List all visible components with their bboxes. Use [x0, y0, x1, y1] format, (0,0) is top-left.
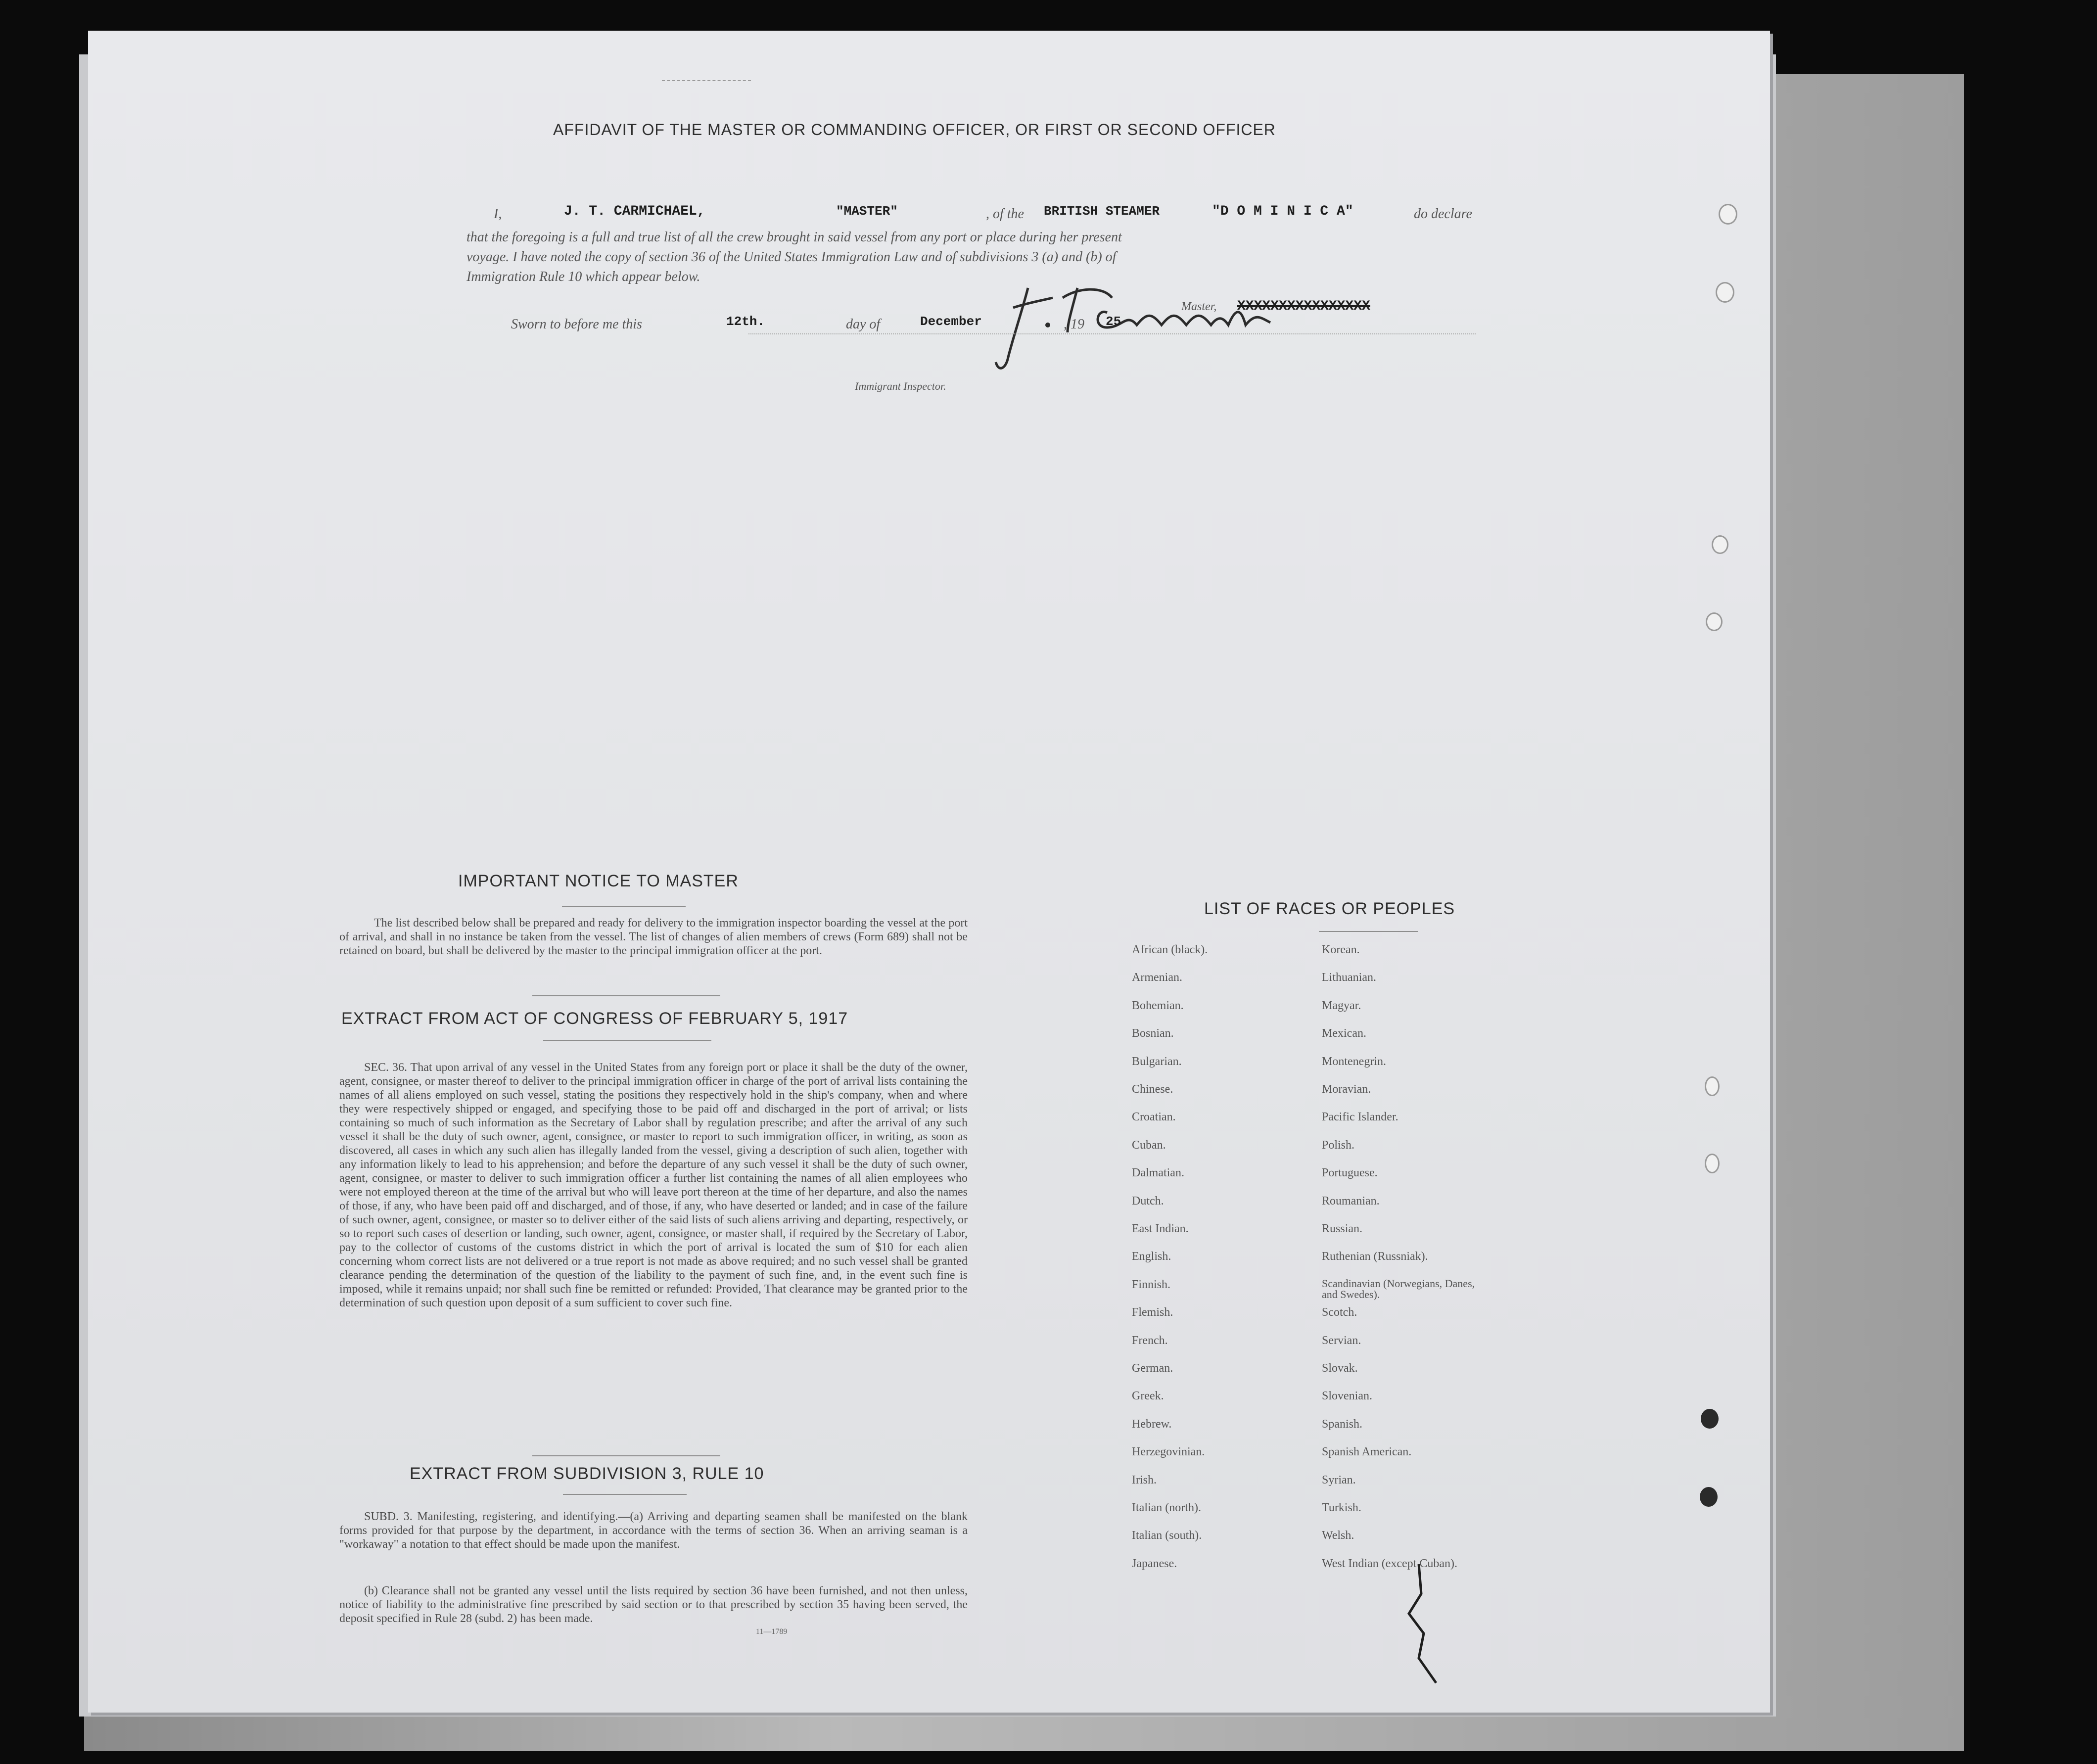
act-rule-top: [532, 995, 720, 996]
notice-text: The list described below shall be prepared and ready for delivery to the immigration inspector boarding the vessel at the port of arrival, and shall in no instance be taken from the vessel. The list of changes of alien members of crews (Form 689) shall not be retained on board, but shall be delivered by the master to the principal immigration officer at the port.: [339, 917, 968, 957]
race-item-left: Chinese.: [1132, 1083, 1173, 1096]
race-item-left: Hebrew.: [1132, 1417, 1172, 1431]
master-name: J. T. CARMICHAEL,: [564, 204, 705, 219]
of-the-text: , of the: [986, 206, 1024, 222]
race-item-right: Mexican.: [1322, 1027, 1366, 1040]
punch-hole: [1700, 1487, 1718, 1507]
rule-title: EXTRACT FROM SUBDIVISION 3, RULE 10: [410, 1464, 764, 1483]
handwritten-mark: [1399, 1564, 1444, 1693]
master-label: Master,: [1181, 300, 1217, 313]
race-item-right: Welsh.: [1322, 1529, 1354, 1542]
race-item-right: Lithuanian.: [1322, 971, 1376, 984]
master-signature: [993, 278, 1369, 377]
race-item-right: Roumanian.: [1322, 1194, 1380, 1207]
rule-para-b: (b) Clearance shall not be granted any vessel until the lists required by section 36 have been furnished, and not then unless, notice of liability to the administrative fine prescribed by said section or to that prescribed by section 35 having been served, the deposit specified in Rule 28 (subd. 2) has been made.: [339, 1584, 968, 1625]
race-item-right: Korean.: [1322, 943, 1360, 956]
race-item-left: African (black).: [1132, 943, 1208, 956]
race-item-left: Irish.: [1132, 1473, 1157, 1486]
race-item-left: Dutch.: [1132, 1194, 1164, 1207]
punch-hole: [1705, 1076, 1720, 1096]
race-item-right: Ruthenian (Russniak).: [1322, 1250, 1428, 1263]
race-item-right: Portuguese.: [1322, 1166, 1378, 1180]
master-rank: "MASTER": [836, 204, 898, 219]
race-item-left: Croatian.: [1132, 1111, 1176, 1124]
sworn-label: Sworn to before me this: [511, 317, 642, 332]
affidavit-line-2: that the foregoing is a full and true list of all the crew brought in said vessel from any port or place during her present: [466, 230, 1122, 245]
race-item-left: Cuban.: [1132, 1138, 1166, 1152]
manifest-page: [88, 31, 1770, 1713]
race-item-right: Scotch.: [1322, 1306, 1357, 1319]
sworn-month: December: [920, 314, 982, 329]
race-item-left: German.: [1132, 1362, 1173, 1375]
race-item-left: French.: [1132, 1334, 1168, 1347]
race-item-right: Servian.: [1322, 1334, 1361, 1347]
race-item-left: East Indian.: [1132, 1222, 1189, 1235]
inspector-label: Immigrant Inspector.: [855, 380, 946, 392]
race-item-right: Spanish.: [1322, 1417, 1363, 1431]
punch-hole: [1705, 1154, 1720, 1173]
act-text: SEC. 36. That upon arrival of any vessel in the United States from any foreign port or place it shall be the duty of the owner, agent, consignee, or master thereof to deliver to the principal immigration officer in charge of the port of arrival lists containing the names of all aliens employed on such vessel, stating the positions they respectively hold in the ship's company, when and where they were respectively shipped or engaged, and specifying those to be paid off and discharged in the port of arrival; or lists containing so much of such information as the Secretary of Labor shall by regulation prescribe; and after the arrival of any such vessel it shall be the duty of such owner, agent, consignee, or master to report to such immigration officer, in writing, as soon as discovered, all cases in which any such alien has illegally landed from the vessel, giving a description of such alien, together with any information likely to lead to his apprehension; and before the departure of any such vessel it shall be the duty of such owner, agent, consignee, or master to deliver to such immigration officer a further list containing the names of all alien employees who were not employed thereon at the time of the arrival but who will leave port thereon at the time of her departure, and also the names of those, if any, who have been paid off and discharged, and of those, if any, who have deserted or landed; and in case of the failure of such owner, agent, consignee, or master so to deliver either of the said lists of such aliens arriving and departing, respectively, or so to report such cases of desertion or landing, such owner, agent, consignee, or master shall, if required by the Secretary of Labor, pay to the collector of customs of the customs district in which the port of arrival is located the sum of $10 for each alien concerning whom correct lists are not delivered or a true report is not made as above required; and no such vessel shall be granted clearance pending the determination of the question of the liability to the payment of such fine, and, in the event such fine is imposed, while it remains unpaid; nor shall such fine be remitted or refunded: Provided, That clearance may be granted prior to the determination of such question upon deposit of a sum sufficient to cover such fine.: [339, 1061, 968, 1309]
race-item-right: Polish.: [1322, 1138, 1355, 1152]
race-item-right: Scandinavian (Norwegians, Danes, and Swedes).: [1322, 1277, 1475, 1300]
sworn-year: 25: [1106, 314, 1121, 329]
race-item-left: Armenian.: [1132, 971, 1182, 984]
race-item-right: Spanish American.: [1322, 1445, 1412, 1459]
race-item-left: Bohemian.: [1132, 999, 1184, 1012]
race-item-right: West Indian (except Cuban).: [1322, 1557, 1457, 1570]
act-rule-bottom: [543, 1040, 711, 1041]
race-item-left: Bulgarian.: [1132, 1055, 1182, 1068]
day-of-label: day of: [846, 317, 881, 332]
act-title: EXTRACT FROM ACT OF CONGRESS OF FEBRUARY 5, 1917: [341, 1009, 848, 1028]
race-item-left: Italian (south).: [1132, 1529, 1202, 1542]
rule-rule-bottom: [563, 1494, 687, 1495]
punch-hole: [1719, 204, 1737, 225]
affidavit-title: AFFIDAVIT OF THE MASTER OR COMMANDING OFFICER, OR FIRST OR SECOND OFFICER: [553, 121, 1276, 139]
races-rule: [1319, 931, 1418, 932]
race-item-left: Finnish.: [1132, 1278, 1171, 1291]
declare-text: do declare: [1414, 206, 1472, 222]
punch-hole: [1712, 535, 1728, 554]
rule-rule-top: [532, 1455, 720, 1456]
race-item-right: Turkish.: [1322, 1501, 1361, 1514]
race-item-right: Magyar.: [1322, 999, 1361, 1012]
race-item-right: Moravian.: [1322, 1083, 1371, 1096]
affidavit-line-3: voyage. I have noted the copy of section 36 of the United States Immigration Law and of subdivisions 3 (a) and (b) of: [466, 249, 1117, 265]
form-number: 11—1789: [756, 1627, 788, 1636]
race-item-right: Syrian.: [1322, 1473, 1356, 1486]
race-item-right: Montenegrin.: [1322, 1055, 1386, 1068]
race-item-left: Japanese.: [1132, 1557, 1177, 1570]
affidavit-line-4: Immigration Rule 10 which appear below.: [466, 269, 700, 284]
rule-para-a: SUBD. 3. Manifesting, registering, and identifying.—(a) Arriving and departing seamen shall be manifested on the blank forms provided for that purpose by the department, in accordance with the terms of section 36. When an arriving seaman is a "workaway" a notation to that effect should be made upon the manifest.: [339, 1510, 968, 1551]
notice-rule: [562, 906, 686, 907]
sworn-underline: [748, 333, 1476, 334]
race-item-left: English.: [1132, 1250, 1171, 1263]
race-item-right: Russian.: [1322, 1222, 1363, 1235]
vessel-name: "D O M I N I C A": [1212, 204, 1353, 219]
race-item-left: Italian (north).: [1132, 1501, 1201, 1514]
top-dash-line: [662, 80, 751, 81]
race-item-left: Flemish.: [1132, 1306, 1173, 1319]
affidavit-i: I,: [494, 206, 502, 222]
races-title: LIST OF RACES OR PEOPLES: [1204, 899, 1455, 918]
race-item-right: Slovak.: [1322, 1362, 1358, 1375]
punch-hole: [1716, 282, 1734, 303]
punch-hole: [1706, 612, 1723, 631]
vessel-type: BRITISH STEAMER: [1044, 204, 1160, 219]
sworn-day: 12th.: [726, 314, 765, 329]
struck-title: XXXXXXXXXXXXXXXX: [1237, 299, 1370, 314]
race-item-left: Dalmatian.: [1132, 1166, 1184, 1180]
punch-hole: [1701, 1409, 1719, 1429]
notice-title: IMPORTANT NOTICE TO MASTER: [458, 872, 739, 890]
race-item-left: Bosnian.: [1132, 1027, 1174, 1040]
year-prefix: , 19: [1064, 317, 1084, 332]
race-item-right: Slovenian.: [1322, 1390, 1372, 1403]
race-item-left: Herzegovinian.: [1132, 1445, 1205, 1459]
race-item-left: Greek.: [1132, 1390, 1164, 1403]
race-item-right: Pacific Islander.: [1322, 1111, 1398, 1124]
